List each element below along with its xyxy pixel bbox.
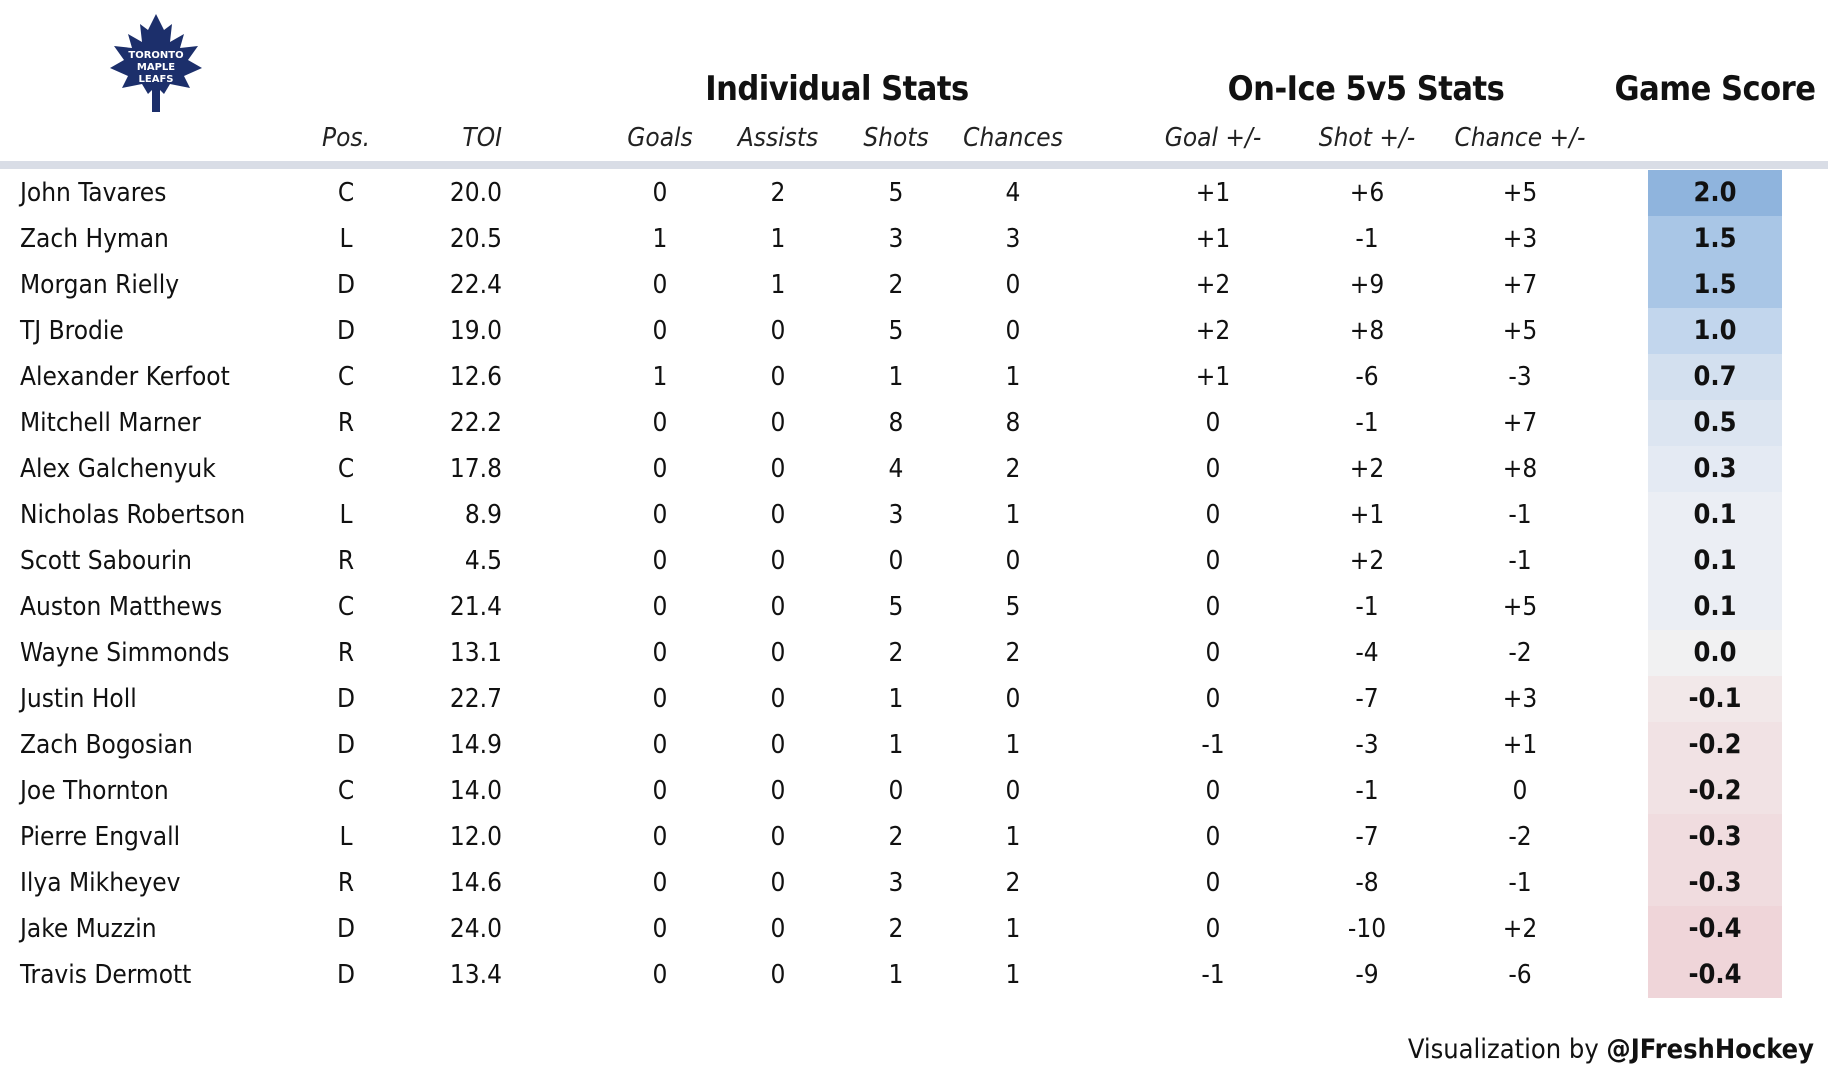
- cell-goal-pm: 0: [1205, 914, 1221, 944]
- cell-pos: D: [336, 270, 355, 300]
- cell-pos: C: [337, 776, 355, 806]
- cell-pos: D: [336, 914, 355, 944]
- cell-chances: 0: [1005, 546, 1021, 576]
- cell-chances: 2: [1005, 638, 1021, 668]
- cell-game-score: -0.2: [1648, 768, 1782, 814]
- cell-name: John Tavares: [20, 178, 167, 208]
- cell-name: Nicholas Robertson: [20, 500, 246, 530]
- cell-name: Mitchell Marner: [20, 408, 201, 438]
- cell-shot-pm: -10: [1347, 914, 1387, 944]
- cell-chance-pm: +5: [1502, 592, 1538, 622]
- cell-shot-pm: +1: [1349, 500, 1385, 530]
- col-header-goal-pm: Goal +/-: [1164, 123, 1262, 153]
- cell-pos: L: [339, 822, 353, 852]
- cell-game-score: -0.4: [1648, 906, 1782, 952]
- cell-game-score: 0.5: [1648, 400, 1782, 446]
- cell-toi: 12.6: [449, 362, 502, 392]
- cell-game-score: 0.1: [1648, 584, 1782, 630]
- group-title-gamescore: Game Score: [1614, 69, 1816, 109]
- cell-goal-pm: 0: [1205, 638, 1221, 668]
- cell-goal-pm: 0: [1205, 546, 1221, 576]
- cell-game-score: -0.3: [1648, 860, 1782, 906]
- cell-chance-pm: +7: [1502, 270, 1538, 300]
- player-table: [0, 170, 1828, 998]
- cell-name: Wayne Simmonds: [20, 638, 230, 668]
- cell-game-score: 1.5: [1648, 216, 1782, 262]
- cell-chance-pm: +3: [1502, 684, 1538, 714]
- col-header-chance-pm: Chance +/-: [1454, 123, 1586, 153]
- maple-leaf-icon: [108, 12, 204, 116]
- cell-toi: 14.0: [449, 776, 502, 806]
- cell-chance-pm: +2: [1502, 914, 1538, 944]
- table-row: [0, 906, 1828, 952]
- table-row: [0, 676, 1828, 722]
- cell-goal-pm: +2: [1195, 316, 1231, 346]
- table-row: [0, 170, 1828, 216]
- cell-shot-pm: -4: [1355, 638, 1379, 668]
- group-title-individual: Individual Stats: [705, 69, 969, 109]
- table-row: [0, 814, 1828, 860]
- table-row: [0, 262, 1828, 308]
- cell-assists: 0: [770, 730, 786, 760]
- cell-game-score: 0.1: [1648, 538, 1782, 584]
- cell-game-score: 1.5: [1648, 262, 1782, 308]
- cell-chance-pm: -2: [1508, 638, 1532, 668]
- cell-pos: L: [339, 224, 353, 254]
- cell-goals: 0: [652, 684, 668, 714]
- cell-shots: 2: [888, 914, 904, 944]
- cell-goal-pm: 0: [1205, 776, 1221, 806]
- cell-game-score: 0.0: [1648, 630, 1782, 676]
- cell-chances: 4: [1005, 178, 1021, 208]
- cell-shot-pm: -3: [1355, 730, 1379, 760]
- cell-game-score: 2.0: [1648, 170, 1782, 216]
- cell-assists: 0: [770, 776, 786, 806]
- cell-goals: 0: [652, 822, 668, 852]
- cell-chance-pm: +5: [1502, 316, 1538, 346]
- cell-chances: 1: [1005, 362, 1021, 392]
- cell-pos: C: [337, 454, 355, 484]
- cell-assists: 0: [770, 316, 786, 346]
- cell-shots: 3: [888, 868, 904, 898]
- cell-chance-pm: +3: [1502, 224, 1538, 254]
- cell-chance-pm: -1: [1508, 546, 1532, 576]
- cell-goals: 0: [652, 408, 668, 438]
- cell-shot-pm: +6: [1349, 178, 1385, 208]
- table-row: [0, 584, 1828, 630]
- cell-chances: 1: [1005, 730, 1021, 760]
- cell-shot-pm: -1: [1355, 224, 1379, 254]
- cell-goal-pm: 0: [1205, 408, 1221, 438]
- cell-pos: C: [337, 178, 355, 208]
- logo-text-line-1: TORONTO: [128, 50, 184, 61]
- cell-goals: 0: [652, 454, 668, 484]
- cell-shots: 3: [888, 500, 904, 530]
- cell-chance-pm: 0: [1512, 776, 1528, 806]
- cell-chance-pm: +7: [1502, 408, 1538, 438]
- cell-shots: 1: [888, 730, 904, 760]
- cell-chance-pm: -2: [1508, 822, 1532, 852]
- cell-pos: D: [336, 960, 355, 990]
- cell-name: TJ Brodie: [20, 316, 124, 346]
- cell-assists: 0: [770, 592, 786, 622]
- logo-text-line-3: LEAFS: [138, 74, 174, 85]
- cell-chance-pm: -3: [1508, 362, 1532, 392]
- cell-assists: 0: [770, 500, 786, 530]
- cell-chance-pm: -1: [1508, 868, 1532, 898]
- cell-shot-pm: -9: [1355, 960, 1379, 990]
- cell-toi: 14.9: [449, 730, 502, 760]
- cell-game-score: 0.3: [1648, 446, 1782, 492]
- cell-toi: 22.4: [449, 270, 502, 300]
- cell-goal-pm: 0: [1205, 868, 1221, 898]
- cell-chances: 5: [1005, 592, 1021, 622]
- cell-pos: D: [336, 730, 355, 760]
- cell-pos: D: [336, 684, 355, 714]
- col-header-toi: TOI: [462, 123, 502, 153]
- cell-name: Justin Holl: [20, 684, 137, 714]
- cell-game-score: -0.1: [1648, 676, 1782, 722]
- cell-name: Scott Sabourin: [20, 546, 192, 576]
- table-row: [0, 768, 1828, 814]
- cell-shot-pm: -7: [1355, 684, 1379, 714]
- cell-chance-pm: +8: [1502, 454, 1538, 484]
- team-logo: [108, 12, 204, 116]
- table-row: [0, 860, 1828, 906]
- cell-toi: 17.8: [449, 454, 502, 484]
- cell-game-score: -0.4: [1648, 952, 1782, 998]
- cell-name: Morgan Rielly: [20, 270, 180, 300]
- cell-goal-pm: 0: [1205, 592, 1221, 622]
- cell-assists: 0: [770, 684, 786, 714]
- cell-chance-pm: +5: [1502, 178, 1538, 208]
- cell-name: Auston Matthews: [20, 592, 223, 622]
- cell-toi: 14.6: [449, 868, 502, 898]
- cell-goals: 0: [652, 960, 668, 990]
- col-header-shots: Shots: [863, 123, 929, 153]
- cell-shot-pm: -7: [1355, 822, 1379, 852]
- cell-goal-pm: 0: [1205, 822, 1221, 852]
- cell-game-score: 0.1: [1648, 492, 1782, 538]
- cell-name: Alexander Kerfoot: [20, 362, 230, 392]
- logo-text-line-2: MAPLE: [136, 62, 176, 73]
- cell-shots: 2: [888, 638, 904, 668]
- credit-line: [1408, 1030, 1814, 1070]
- cell-pos: R: [337, 868, 355, 898]
- cell-game-score: -0.3: [1648, 814, 1782, 860]
- table-row: [0, 952, 1828, 998]
- cell-chance-pm: +1: [1502, 730, 1538, 760]
- cell-goal-pm: -1: [1201, 730, 1225, 760]
- table-row: [0, 400, 1828, 446]
- cell-goals: 0: [652, 868, 668, 898]
- cell-chances: 2: [1005, 868, 1021, 898]
- cell-pos: D: [336, 316, 355, 346]
- credit-prefix: Visualization by: [1407, 1034, 1607, 1065]
- cell-name: Jake Muzzin: [20, 914, 157, 944]
- cell-game-score: 1.0: [1648, 308, 1782, 354]
- cell-shot-pm: -1: [1355, 408, 1379, 438]
- cell-assists: 0: [770, 546, 786, 576]
- cell-toi: 13.1: [449, 638, 502, 668]
- cell-pos: C: [337, 592, 355, 622]
- cell-chance-pm: -1: [1508, 500, 1532, 530]
- table-row: [0, 446, 1828, 492]
- cell-assists: 1: [770, 270, 786, 300]
- cell-goal-pm: 0: [1205, 454, 1221, 484]
- cell-chances: 1: [1005, 914, 1021, 944]
- table-row: [0, 354, 1828, 400]
- cell-goals: 0: [652, 270, 668, 300]
- table-row: [0, 722, 1828, 768]
- cell-chances: 0: [1005, 316, 1021, 346]
- cell-shots: 0: [888, 546, 904, 576]
- cell-shots: 5: [888, 592, 904, 622]
- cell-assists: 0: [770, 454, 786, 484]
- cell-shots: 5: [888, 178, 904, 208]
- cell-shot-pm: -8: [1355, 868, 1379, 898]
- cell-goals: 0: [652, 316, 668, 346]
- cell-shot-pm: -1: [1355, 592, 1379, 622]
- cell-pos: R: [337, 638, 355, 668]
- cell-name: Zach Hyman: [20, 224, 169, 254]
- cell-goals: 0: [652, 730, 668, 760]
- group-title-onice: On-Ice 5v5 Stats: [1227, 69, 1505, 109]
- cell-game-score: -0.2: [1648, 722, 1782, 768]
- col-header-goals: Goals: [627, 123, 693, 153]
- cell-shots: 4: [888, 454, 904, 484]
- cell-goal-pm: +1: [1195, 178, 1231, 208]
- cell-toi: 13.4: [449, 960, 502, 990]
- cell-goals: 0: [652, 500, 668, 530]
- cell-goal-pm: +2: [1195, 270, 1231, 300]
- cell-shot-pm: -1: [1355, 776, 1379, 806]
- cell-goals: 0: [652, 178, 668, 208]
- cell-goals: 0: [652, 638, 668, 668]
- cell-toi: 22.2: [449, 408, 502, 438]
- cell-shots: 0: [888, 776, 904, 806]
- table-row: [0, 216, 1828, 262]
- cell-toi: 4.5: [464, 546, 502, 576]
- cell-chances: 3: [1005, 224, 1021, 254]
- cell-toi: 8.9: [464, 500, 502, 530]
- cell-toi: 22.7: [449, 684, 502, 714]
- cell-chances: 0: [1005, 270, 1021, 300]
- cell-shot-pm: +2: [1349, 454, 1385, 484]
- cell-chances: 1: [1005, 960, 1021, 990]
- col-header-shot-pm: Shot +/-: [1318, 123, 1416, 153]
- cell-assists: 0: [770, 960, 786, 990]
- cell-assists: 0: [770, 362, 786, 392]
- cell-game-score: 0.7: [1648, 354, 1782, 400]
- cell-shot-pm: +2: [1349, 546, 1385, 576]
- cell-toi: 12.0: [449, 822, 502, 852]
- cell-name: Alex Galchenyuk: [20, 454, 216, 484]
- table-row: [0, 630, 1828, 676]
- table-row: [0, 538, 1828, 584]
- col-header-pos: Pos.: [321, 123, 371, 153]
- cell-toi: 21.4: [449, 592, 502, 622]
- cell-chances: 1: [1005, 500, 1021, 530]
- cell-toi: 19.0: [449, 316, 502, 346]
- cell-assists: 0: [770, 914, 786, 944]
- cell-goal-pm: +1: [1195, 224, 1231, 254]
- cell-goals: 0: [652, 914, 668, 944]
- cell-shots: 3: [888, 224, 904, 254]
- cell-pos: L: [339, 500, 353, 530]
- cell-pos: R: [337, 546, 355, 576]
- cell-goals: 0: [652, 592, 668, 622]
- cell-toi: 20.0: [449, 178, 502, 208]
- cell-goal-pm: +1: [1195, 362, 1231, 392]
- cell-goals: 1: [652, 362, 668, 392]
- cell-shots: 1: [888, 960, 904, 990]
- cell-chances: 0: [1005, 776, 1021, 806]
- header-divider: [0, 161, 1828, 169]
- cell-shot-pm: +9: [1349, 270, 1385, 300]
- cell-shots: 1: [888, 684, 904, 714]
- cell-shots: 2: [888, 270, 904, 300]
- cell-name: Travis Dermott: [20, 960, 192, 990]
- cell-name: Pierre Engvall: [20, 822, 181, 852]
- cell-name: Ilya Mikheyev: [20, 868, 181, 898]
- cell-chances: 2: [1005, 454, 1021, 484]
- credit-handle: @JFreshHockey: [1606, 1034, 1814, 1065]
- cell-assists: 0: [770, 822, 786, 852]
- cell-goals: 0: [652, 776, 668, 806]
- cell-chances: 8: [1005, 408, 1021, 438]
- cell-chances: 0: [1005, 684, 1021, 714]
- cell-name: Zach Bogosian: [20, 730, 193, 760]
- cell-goal-pm: 0: [1205, 684, 1221, 714]
- cell-assists: 1: [770, 224, 786, 254]
- cell-goals: 0: [652, 546, 668, 576]
- cell-toi: 24.0: [449, 914, 502, 944]
- cell-toi: 20.5: [449, 224, 502, 254]
- cell-pos: C: [337, 362, 355, 392]
- cell-chance-pm: -6: [1508, 960, 1532, 990]
- cell-goal-pm: 0: [1205, 500, 1221, 530]
- cell-shots: 1: [888, 362, 904, 392]
- cell-shots: 8: [888, 408, 904, 438]
- cell-chances: 1: [1005, 822, 1021, 852]
- cell-goal-pm: -1: [1201, 960, 1225, 990]
- cell-shots: 2: [888, 822, 904, 852]
- cell-assists: 2: [770, 178, 786, 208]
- cell-shot-pm: -6: [1355, 362, 1379, 392]
- cell-name: Joe Thornton: [20, 776, 169, 806]
- table-row: [0, 492, 1828, 538]
- col-header-assists: Assists: [737, 123, 819, 153]
- cell-goals: 1: [652, 224, 668, 254]
- cell-shots: 5: [888, 316, 904, 346]
- cell-assists: 0: [770, 408, 786, 438]
- col-header-chances: Chances: [963, 123, 1063, 153]
- cell-assists: 0: [770, 868, 786, 898]
- table-row: [0, 308, 1828, 354]
- cell-assists: 0: [770, 638, 786, 668]
- cell-pos: R: [337, 408, 355, 438]
- cell-shot-pm: +8: [1349, 316, 1385, 346]
